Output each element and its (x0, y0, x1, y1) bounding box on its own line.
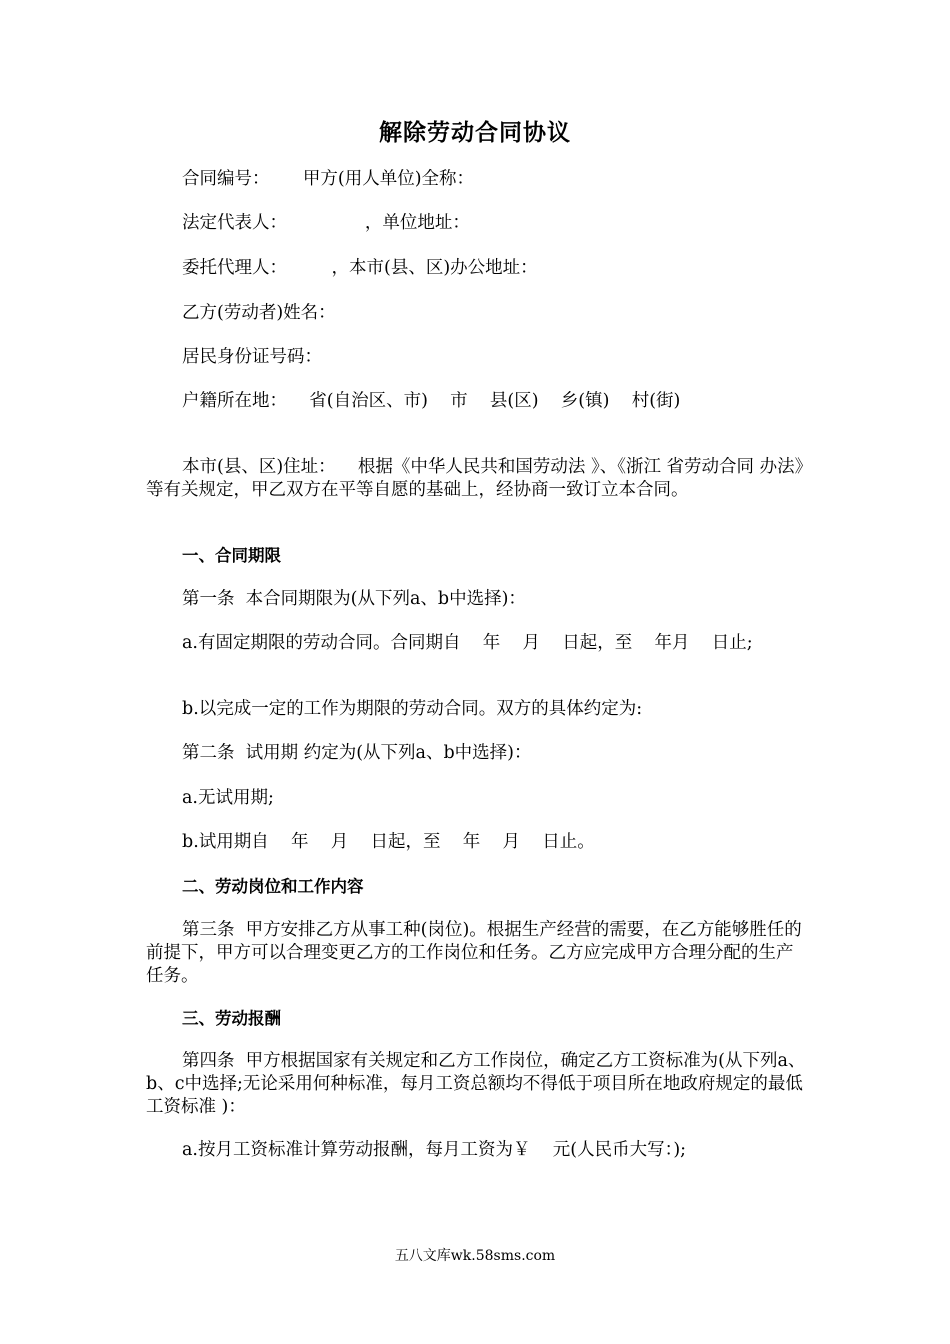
article-4: 第四条 甲方根据国家有关规定和乙方工作岗位，确定乙方工资标准为(从下列a、b、c中选择;无论采用何种标准，每月工资总额均不得低于项目所在地政府规定的最低工资标准 )： (146, 1051, 806, 1117)
address-basis-paragraph: 本市(县、区)住址： 根据《中华人民共和国劳动法 》、《浙江 省劳动合同 办法》等有关规定，甲乙双方在平等自愿的基础上，经协商一致订立本合同。 (146, 457, 804, 500)
article-1-option-a: a.有固定期限的劳动合同。合同期自 年 月 日起，至 年月 日止; (182, 633, 753, 653)
section-heading-term: 一、合同期限 (182, 546, 281, 565)
id-number-line: 居民身份证号码： (182, 347, 322, 367)
article-4-option-a: a.按月工资标准计算劳动报酬，每月工资为￥ 元(人民币大写：); (182, 1140, 687, 1160)
section-heading-position: 二、劳动岗位和工作内容 (182, 877, 364, 896)
footer-watermark: 五八文库wk.58sms.com (394, 1248, 556, 1264)
document-title: 解除劳动合同协议 (379, 120, 571, 146)
article-1-option-b: b.以完成一定的工作为期限的劳动合同。双方的具体约定为: (182, 699, 643, 719)
hukou-line: 户籍所在地： 省(自治区、市) 市 县(区) 乡(镇) 村(街) (182, 391, 681, 411)
article-2-option-b: b.试用期自 年 月 日起，至 年 月 日止。 (182, 832, 595, 852)
legal-representative-line: 法定代表人： ，单位地址： (182, 213, 470, 233)
article-2: 第二条 试用期 约定为(从下列a、b中选择)： (182, 743, 532, 763)
section-heading-remuneration: 三、劳动报酬 (182, 1009, 281, 1028)
article-2-option-a: a.无试用期; (182, 788, 274, 808)
party-b-name-line: 乙方(劳动者)姓名： (182, 303, 336, 323)
contract-number-line: 合同编号： 甲方(用人单位)全称： (182, 169, 475, 189)
article-3: 第三条 甲方安排乙方从事工种(岗位)。根据生产经营的需要，在乙方能够胜任的前提下，甲方可以合理变更乙方的工作岗位和任务。乙方应完成甲方合理分配的生产任务。 (146, 920, 802, 986)
article-1: 第一条 本合同期限为(从下列a、b中选择)： (182, 589, 526, 609)
agent-line: 委托代理人： ，本市(县、区)办公地址： (182, 258, 538, 278)
